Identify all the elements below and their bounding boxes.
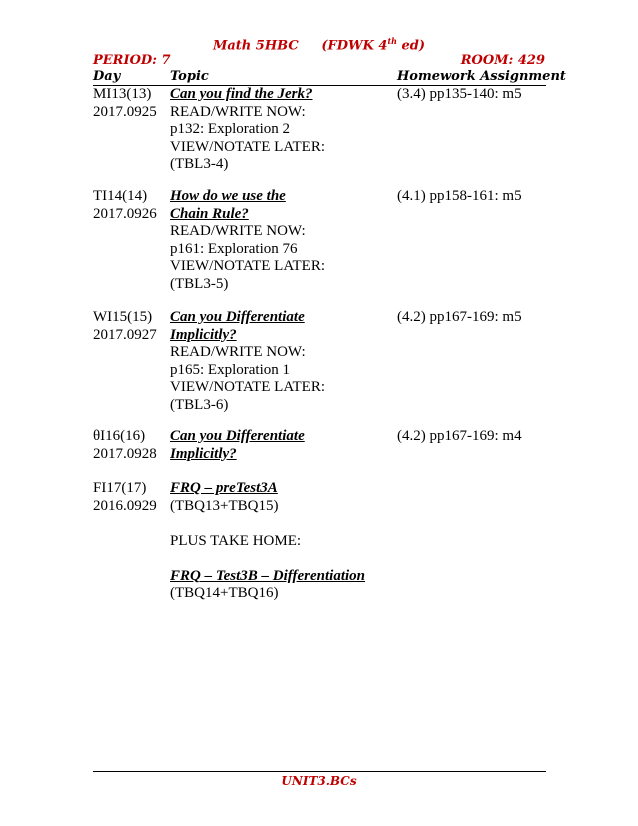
edition-superscript: th	[387, 36, 397, 46]
document-title	[0, 36, 638, 53]
entry-topic-title: Chain Rule?	[170, 205, 249, 222]
entry-date: 2017.0925	[93, 103, 157, 120]
entry-topic-line: (TBQ14+TBQ16)	[170, 585, 279, 601]
room-label: ROOM: 429	[460, 53, 545, 68]
entry-topic-cell	[170, 480, 365, 603]
column-header-topic: Topic	[170, 69, 209, 84]
entry-topic-line: VIEW/NOTATE LATER:	[170, 379, 326, 395]
entry-topic-cell	[170, 428, 305, 463]
entry-day: MI13(13)	[93, 86, 152, 102]
entry-date: 2017.0927	[93, 326, 157, 343]
edition-prefix: (FDWK 4	[321, 38, 388, 54]
entry-day: θI16(16)	[93, 428, 146, 444]
course-name: Math 5HBC	[212, 38, 299, 54]
entry-topic-line: (TBQ13+TBQ15)	[170, 497, 279, 514]
entry-topic-line: READ/WRITE NOW:	[170, 344, 306, 360]
entry-topic-line: READ/WRITE NOW:	[170, 103, 306, 120]
entry-homework: (4.2) pp167-169: m4	[397, 428, 522, 444]
entry-topic-line: (TBL3-6)	[170, 396, 229, 413]
entry-topic-title: Implicitly?	[170, 445, 237, 462]
entry-topic-title: How do we use the	[170, 188, 286, 204]
entry-topic-line: VIEW/NOTATE LATER:	[170, 258, 326, 274]
entry-date: 2016.0929	[93, 497, 157, 514]
entry-homework: (3.4) pp135-140: m5	[397, 86, 522, 102]
entry-day: WI15(15)	[93, 309, 153, 325]
entry-topic-line	[170, 515, 365, 533]
entry-topic-line	[170, 550, 365, 568]
entry-topic-line: PLUS TAKE HOME:	[170, 532, 302, 549]
entry-day-cell	[93, 188, 157, 223]
entry-day-cell	[93, 480, 157, 515]
entry-topic-title: FRQ – preTest3A	[170, 480, 278, 496]
column-header-homework: Homework Assignment	[397, 69, 566, 84]
entry-homework: (4.2) pp167-169: m5	[397, 309, 522, 325]
entry-topic-title: FRQ – Test3B – Differentiation	[170, 567, 366, 584]
entry-date: 2017.0928	[93, 445, 157, 462]
entry-topic-line: (TBL3-4)	[170, 156, 229, 172]
footer-divider	[93, 771, 546, 772]
edition-suffix: ed)	[396, 38, 426, 54]
footer-label: UNIT3.BCs	[281, 774, 357, 788]
entry-homework: (4.1) pp158-161: m5	[397, 188, 522, 204]
entry-date: 2017.0926	[93, 205, 157, 222]
entry-topic-cell	[170, 309, 325, 414]
entry-day-cell	[93, 86, 157, 121]
entry-day: FI17(17)	[93, 480, 147, 496]
entry-day: TI14(14)	[93, 188, 148, 204]
entry-topic-cell	[170, 86, 325, 174]
entry-topic-line: (TBL3-5)	[170, 275, 229, 292]
entry-day-cell	[93, 309, 157, 344]
column-header-day: Day	[93, 69, 121, 84]
entry-topic-title: Can you Differentiate	[170, 309, 305, 325]
entry-topic-title: Implicitly?	[170, 326, 237, 343]
entry-topic-title: Can you find the Jerk?	[170, 86, 313, 102]
entry-day-cell	[93, 428, 157, 463]
entry-topic-line: p165: Exploration 1	[170, 361, 290, 378]
entry-topic-line: VIEW/NOTATE LATER:	[170, 138, 326, 155]
entry-topic-line: p161: Exploration 76	[170, 240, 298, 257]
entry-topic-cell	[170, 188, 325, 293]
entry-topic-line: READ/WRITE NOW:	[170, 223, 306, 239]
entry-topic-title: Can you Differentiate	[170, 428, 305, 444]
entry-topic-line: p132: Exploration 2	[170, 121, 290, 137]
period-label: PERIOD: 7	[93, 53, 171, 68]
